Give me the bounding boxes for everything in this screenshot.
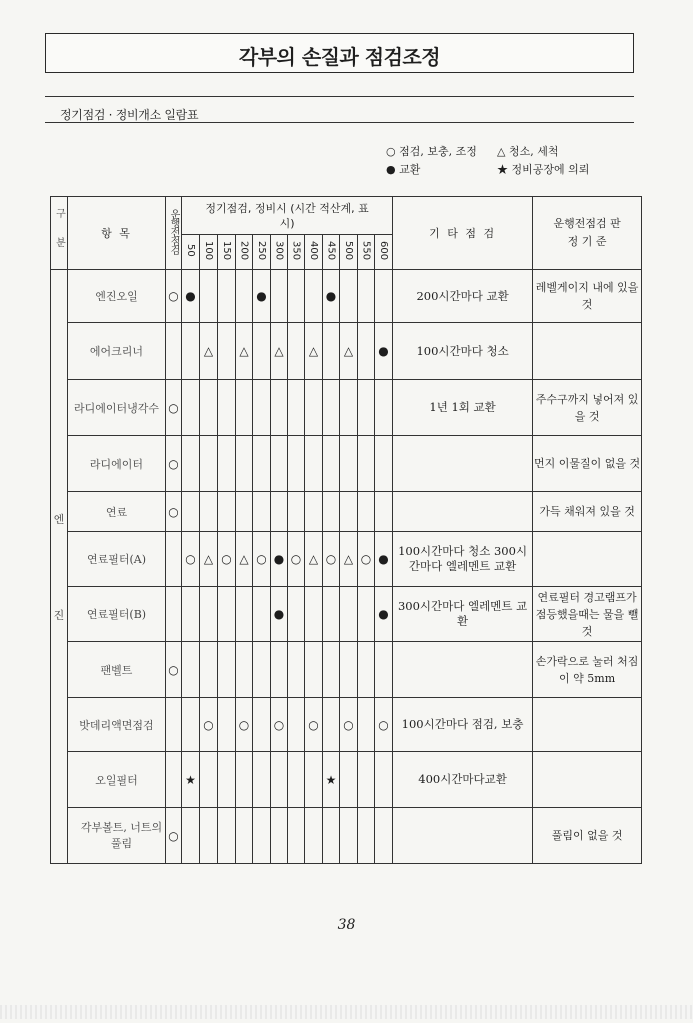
item-name: 에어크리너 (68, 323, 166, 380)
other-check-note: 100시간마다 청소 300시간마다 엘레멘트 교환 (393, 532, 533, 587)
header-pre-op: 운행전점검 (166, 197, 182, 270)
criteria-text: 먼지 이물질이 없을 것 (533, 436, 642, 492)
pre-op-mark (166, 587, 182, 642)
interval-mark (288, 492, 305, 532)
hour-header: 600 (375, 235, 393, 270)
interval-mark: △ (236, 323, 253, 380)
group-label-2: 진 (53, 608, 65, 622)
interval-mark (236, 752, 253, 808)
pre-op-mark: ○ (166, 270, 182, 323)
item-name: 오일필터 (68, 752, 166, 808)
interval-mark (218, 642, 236, 698)
interval-mark (323, 642, 340, 698)
interval-mark (340, 270, 358, 323)
divider (45, 122, 634, 123)
interval-mark (200, 752, 218, 808)
other-check-note: 100시간마다 청소 (393, 323, 533, 380)
interval-mark (305, 380, 323, 436)
interval-mark (182, 587, 200, 642)
interval-mark (358, 380, 375, 436)
interval-mark: ★ (182, 752, 200, 808)
interval-mark (218, 323, 236, 380)
table-row (51, 532, 642, 587)
header-criteria: 운행전점검 판 정 기 준 (533, 197, 642, 270)
interval-mark: ● (323, 270, 340, 323)
interval-mark (288, 587, 305, 642)
item-name: 팬벨트 (68, 642, 166, 698)
interval-mark (305, 270, 323, 323)
interval-mark (271, 492, 288, 532)
interval-mark (253, 492, 271, 532)
item-name: 밧데리액면점검 (68, 698, 166, 752)
interval-mark (375, 270, 393, 323)
interval-mark (182, 642, 200, 698)
interval-mark: △ (305, 323, 323, 380)
interval-mark (323, 436, 340, 492)
interval-mark (200, 642, 218, 698)
table-row (51, 323, 642, 380)
legend-triangle: △ 청소, 세척 (497, 145, 559, 158)
interval-mark (375, 380, 393, 436)
header-other: 기 타 점 검 (393, 197, 533, 270)
interval-mark (375, 642, 393, 698)
interval-mark (182, 436, 200, 492)
interval-mark (200, 587, 218, 642)
interval-mark: ● (375, 323, 393, 380)
interval-mark: ● (182, 270, 200, 323)
interval-mark: △ (236, 532, 253, 587)
hour-header: 450 (323, 235, 340, 270)
interval-mark (271, 752, 288, 808)
interval-mark: ○ (288, 532, 305, 587)
interval-mark: ● (253, 270, 271, 323)
interval-mark (236, 642, 253, 698)
interval-mark (305, 642, 323, 698)
interval-mark (236, 380, 253, 436)
interval-mark: △ (200, 323, 218, 380)
interval-mark (340, 808, 358, 864)
pre-op-mark (166, 532, 182, 587)
other-check-note: 1년 1회 교환 (393, 380, 533, 436)
interval-mark: ○ (182, 532, 200, 587)
interval-mark (375, 492, 393, 532)
interval-mark (340, 380, 358, 436)
interval-mark: ○ (305, 698, 323, 752)
interval-mark (253, 752, 271, 808)
interval-mark: ● (271, 532, 288, 587)
pre-op-mark (166, 752, 182, 808)
interval-mark (236, 587, 253, 642)
interval-mark (288, 808, 305, 864)
interval-mark (375, 436, 393, 492)
interval-mark (375, 808, 393, 864)
table-row (51, 270, 642, 323)
interval-mark (305, 587, 323, 642)
interval-mark (323, 587, 340, 642)
interval-mark: ○ (271, 698, 288, 752)
group-label (51, 270, 68, 864)
interval-mark (271, 642, 288, 698)
interval-mark (218, 380, 236, 436)
interval-mark (182, 808, 200, 864)
interval-mark: ○ (236, 698, 253, 752)
hour-header: 350 (288, 235, 305, 270)
other-check-note: 400시간마다교환 (393, 752, 533, 808)
interval-mark (253, 642, 271, 698)
interval-mark (182, 492, 200, 532)
interval-mark: ★ (323, 752, 340, 808)
interval-mark (288, 323, 305, 380)
interval-mark (288, 380, 305, 436)
interval-mark (305, 436, 323, 492)
other-check-note (393, 436, 533, 492)
pre-op-mark (166, 323, 182, 380)
interval-mark (358, 752, 375, 808)
interval-mark: △ (340, 323, 358, 380)
interval-mark (340, 642, 358, 698)
item-name: 엔진오일 (68, 270, 166, 323)
table-row (51, 752, 642, 808)
table-row (51, 380, 642, 436)
interval-mark (358, 808, 375, 864)
interval-mark (253, 808, 271, 864)
interval-mark (358, 642, 375, 698)
table-row (51, 492, 642, 532)
interval-mark (340, 752, 358, 808)
interval-mark (288, 752, 305, 808)
interval-mark (236, 808, 253, 864)
item-name: 라디에이터 (68, 436, 166, 492)
criteria-text (533, 532, 642, 587)
interval-mark (323, 380, 340, 436)
table-row (51, 436, 642, 492)
interval-mark (253, 323, 271, 380)
table-row (51, 808, 642, 864)
interval-mark (218, 808, 236, 864)
pre-op-mark: ○ (166, 380, 182, 436)
interval-mark (323, 323, 340, 380)
interval-mark (323, 698, 340, 752)
interval-mark (200, 270, 218, 323)
item-name: 라디에이터냉각수 (68, 380, 166, 436)
interval-mark: ○ (375, 698, 393, 752)
other-check-note (393, 492, 533, 532)
interval-mark (305, 752, 323, 808)
interval-mark (358, 492, 375, 532)
interval-mark: ○ (200, 698, 218, 752)
interval-mark: ○ (323, 532, 340, 587)
interval-mark (182, 698, 200, 752)
criteria-text (533, 752, 642, 808)
divider (45, 96, 634, 97)
pre-op-mark: ○ (166, 492, 182, 532)
interval-mark: ○ (358, 532, 375, 587)
interval-mark (358, 698, 375, 752)
interval-mark: ● (375, 532, 393, 587)
page-number: 38 (337, 917, 356, 933)
interval-mark (253, 380, 271, 436)
maintenance-table (50, 196, 642, 864)
criteria-text: 가득 채워져 있을 것 (533, 492, 642, 532)
item-name: 각부볼트, 너트의 풀림 (68, 808, 166, 864)
section-subtitle: 정기점검 · 정비개소 일람표 (60, 108, 199, 122)
interval-mark: △ (271, 323, 288, 380)
criteria-text (533, 323, 642, 380)
interval-mark (358, 436, 375, 492)
hour-header: 100 (200, 235, 218, 270)
item-name: 연료필터(B) (68, 587, 166, 642)
interval-mark (358, 323, 375, 380)
interval-mark (288, 698, 305, 752)
interval-mark (236, 436, 253, 492)
interval-mark (305, 492, 323, 532)
interval-mark (200, 380, 218, 436)
interval-mark (340, 587, 358, 642)
header-periodic: 정기점검, 정비시 (시간 적산계, 표시) (182, 197, 393, 235)
interval-mark (253, 587, 271, 642)
interval-mark (340, 492, 358, 532)
interval-mark (200, 808, 218, 864)
item-name: 연료 (68, 492, 166, 532)
other-check-note (393, 808, 533, 864)
other-check-note: 300시간마다 엘레멘트 교환 (393, 587, 533, 642)
interval-mark: △ (200, 532, 218, 587)
interval-mark (323, 492, 340, 532)
table-row (51, 642, 642, 698)
table-row (51, 698, 642, 752)
interval-mark: ○ (340, 698, 358, 752)
page-title: 각부의 손질과 점검조정 (238, 45, 441, 69)
interval-mark (358, 587, 375, 642)
hour-header: 50 (182, 235, 200, 270)
interval-mark (288, 642, 305, 698)
interval-mark (182, 323, 200, 380)
interval-mark (182, 380, 200, 436)
header-item: 항 목 (68, 197, 166, 270)
interval-mark (218, 752, 236, 808)
criteria-text: 레벨게이지 내에 있을 것 (533, 270, 642, 323)
interval-mark (218, 270, 236, 323)
pre-op-mark (166, 698, 182, 752)
interval-mark: ○ (218, 532, 236, 587)
interval-mark (218, 587, 236, 642)
interval-mark (340, 436, 358, 492)
hour-header: 250 (253, 235, 271, 270)
interval-mark (200, 492, 218, 532)
interval-mark (288, 436, 305, 492)
interval-mark (253, 436, 271, 492)
criteria-text (533, 698, 642, 752)
criteria-text: 주수구까지 넣어져 있을 것 (533, 380, 642, 436)
interval-mark: △ (340, 532, 358, 587)
table-row (51, 587, 642, 642)
pre-op-mark: ○ (166, 642, 182, 698)
interval-mark (271, 380, 288, 436)
pre-op-mark: ○ (166, 436, 182, 492)
hour-header: 300 (271, 235, 288, 270)
interval-mark (218, 492, 236, 532)
interval-mark (358, 270, 375, 323)
interval-mark (271, 270, 288, 323)
interval-mark (218, 698, 236, 752)
criteria-text: 손가락으로 눌러 처짐이 약 5mm (533, 642, 642, 698)
interval-mark (236, 270, 253, 323)
interval-mark (305, 808, 323, 864)
interval-mark (271, 436, 288, 492)
header-gubun: 구 분 (51, 197, 68, 270)
interval-mark (236, 492, 253, 532)
hour-header: 400 (305, 235, 323, 270)
interval-mark: ● (271, 587, 288, 642)
hour-header: 500 (340, 235, 358, 270)
interval-mark (218, 436, 236, 492)
group-label-1: 엔 (53, 512, 65, 526)
pre-op-mark: ○ (166, 808, 182, 864)
interval-mark (375, 752, 393, 808)
criteria-text: 연료필터 경고램프가 점등했을때는 물을 뺄 것 (533, 587, 642, 642)
other-check-note: 100시간마다 점검, 보충 (393, 698, 533, 752)
other-check-note: 200시간마다 교환 (393, 270, 533, 323)
scan-artifact (0, 1005, 693, 1019)
legend-star: ★ 정비공장에 의뢰 (497, 163, 590, 176)
hour-header: 150 (218, 235, 236, 270)
legend-filled-circle: ● 교환 (386, 163, 421, 176)
item-name: 연료필터(A) (68, 532, 166, 587)
interval-mark (323, 808, 340, 864)
criteria-text: 풀림이 없을 것 (533, 808, 642, 864)
legend-open-circle: ○ 점검, 보충, 조정 (386, 145, 477, 158)
interval-mark (253, 698, 271, 752)
interval-mark: ● (375, 587, 393, 642)
title-box (45, 33, 634, 73)
hour-header: 200 (236, 235, 253, 270)
interval-mark (200, 436, 218, 492)
other-check-note (393, 642, 533, 698)
interval-mark (288, 270, 305, 323)
interval-mark: △ (305, 532, 323, 587)
hour-header: 550 (358, 235, 375, 270)
interval-mark: ○ (253, 532, 271, 587)
interval-mark (271, 808, 288, 864)
